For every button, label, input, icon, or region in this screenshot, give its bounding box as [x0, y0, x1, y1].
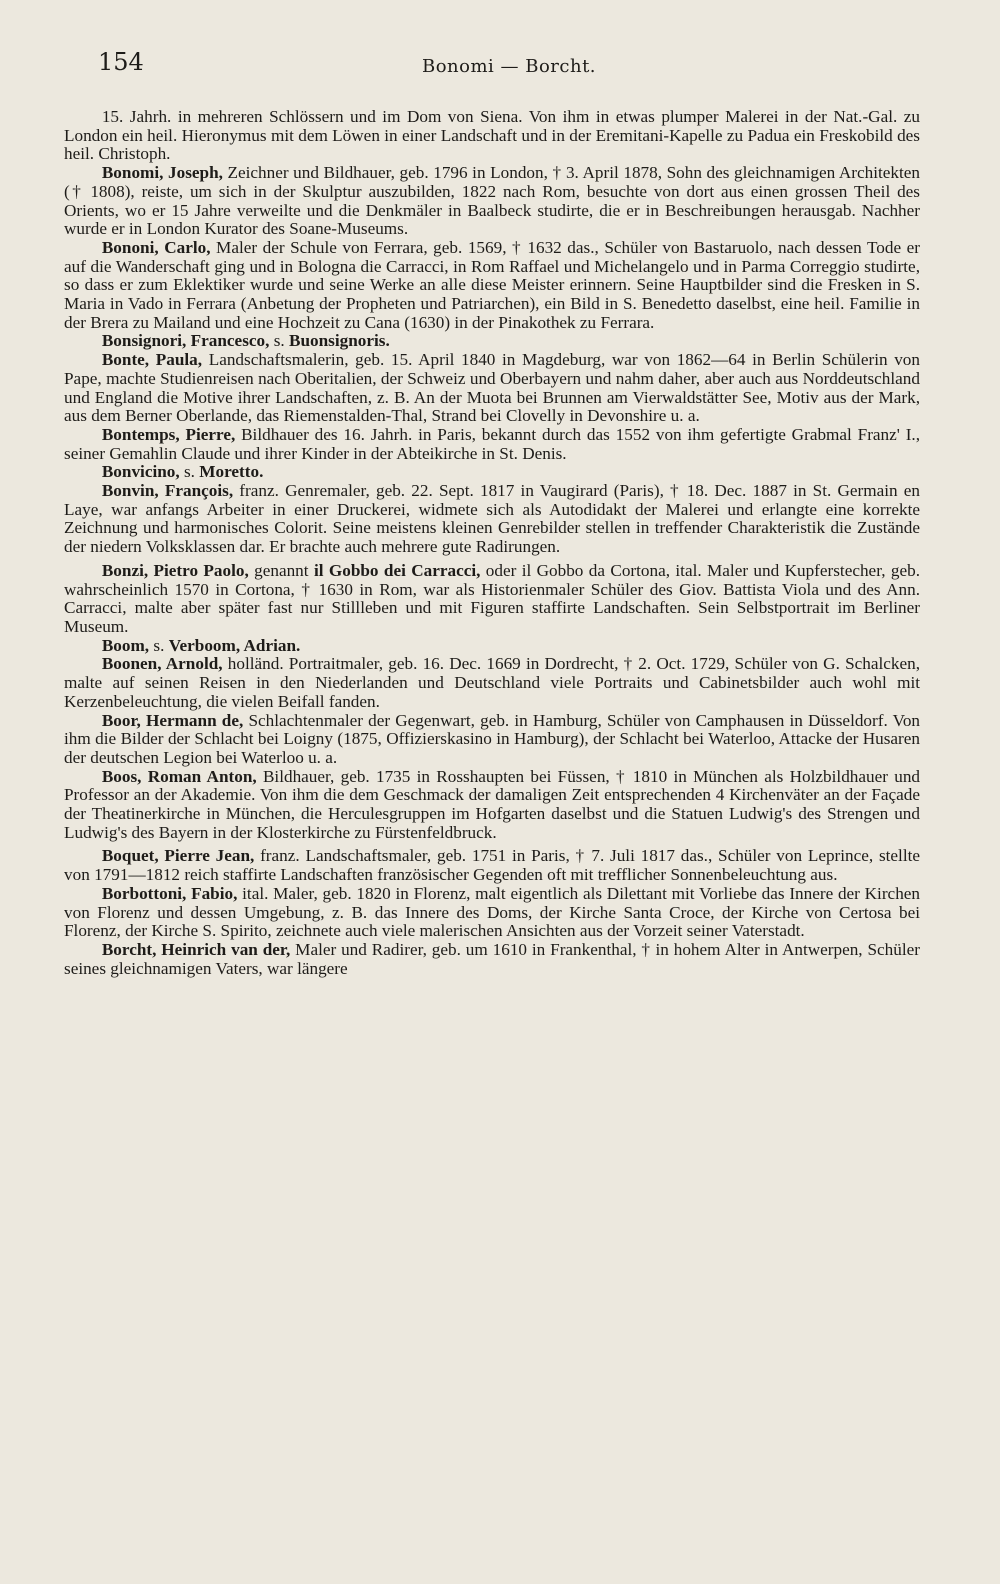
entry-bonomi — [64, 164, 920, 239]
entry-text: franz. Genremaler, geb. 22. Sept. 1817 in Vaugirard (Paris), † 18. Dec. 1887 in St. Germain en Laye, war anfangs Arbeiter in einer Druckerei, widmete sich als Autodidakt der Malerei und erlangte eine korrekte Zeichnung und harmonisches Colorit. Seine meistens kleinen Genrebilder stellen in treffender Charakteristik die Zustände der niedern Volksklassen dar. Er brachte auch mehrere gute Radirungen. — [64, 481, 921, 557]
entry-text-continued: oder il Gobbo da Cortona, ital. Maler und Kupferstecher, geb. wahrscheinlich 1570 in Cortona, † 1630 in Rom, war als Historienmaler Schüler des Giov. Battista Viola und des Ann. Carracci, malte aber später fast nur Stillleben und mit Figuren staffirte Landschaften. Sein Selbstportrait im Berliner Museum. — [64, 560, 921, 636]
entry-borbottoni — [64, 885, 920, 941]
entry-bontemps — [64, 426, 920, 463]
entry-text: Zeichner und Bildhauer, geb. 1796 in London, † 3. April 1878, Sohn des gleichnamigen Architekten († 1808), reiste, um sich in der Skulptur auszubilden, 1822 nach Rom, besuchte von dort aus einen grossen Theil des Orients, wo er 15 Jahre verweilte und die Denkmäler in Baalbeck studirte, die er in Beschreibungen herausgab. Nachher wurde er in London Kurator des Soane-Museums. — [64, 163, 920, 239]
entry-text: Schlachtenmaler der Gegenwart, geb. in Hamburg, Schüler von Camphausen in Düsseldorf. Von ihm die Bilder der Schlacht bei Loigny (1875, Offizierskasino in Hamburg), der Schlacht bei Waterloo, Attacke der Husaren der deutschen Legion bei Waterloo u. a. — [64, 710, 921, 767]
entry-name: Borbottoni, Fabio, — [101, 883, 238, 903]
entry-boquet — [64, 847, 920, 884]
entry-name: Boor, Hermann de, — [101, 710, 244, 730]
cross-reference: Buonsignoris. — [289, 331, 390, 351]
entry-text: genannt — [248, 560, 314, 580]
entry-text: s. — [149, 635, 169, 655]
entry-text: Bildhauer des 16. Jahrh. in Paris, bekannt durch das 1552 von ihm gefertigte Grabmal Franz' I., seiner Gemahlin Claude und ihrer Kinder in der Abteikirche in St. Denis. — [64, 424, 921, 463]
dictionary-body — [64, 108, 920, 978]
entry-alias: il Gobbo dei Carracci, — [313, 560, 481, 580]
entry-bonte — [64, 351, 920, 426]
entry-name: Bonsignori, Francesco, — [101, 331, 270, 351]
entry-name: Bonomi, Joseph, — [101, 163, 223, 183]
entry-text: 15. Jahrh. in mehreren Schlössern und im Dom von Siena. Von ihm in etwas plumper Malerei in der Nat.-Gal. zu London ein heil. Hieronymus mit dem Löwen in einer Landschaft und in der Eremitani-Kapelle zu Padua ein Freskobild des heil. Christoph. — [64, 107, 920, 164]
entry-text: Landschaftsmalerin, geb. 15. April 1840 in Magdeburg, war von 1862—64 in Berlin Schülerin von Pape, machte Studienreisen nach Oberitalien, der Schweiz und Oberbayern und nahm daher, aber auch aus Norddeutschland und England die Motive ihrer Landschaften, z. B. An der Muota bei Brunnen am Vierwaldstätter See, Motiv aus der Mark, aus dem Berner Oberlande, das Riemenstalden-Thal, Strand bei Clovelly in Devonshire u. a. — [64, 350, 920, 426]
entry-text: s. — [269, 331, 289, 351]
entry-bonsignori — [64, 332, 920, 351]
entry-bonvicino — [64, 463, 920, 482]
entry-bononi — [64, 239, 920, 333]
cross-reference: Verboom, Adrian. — [168, 635, 301, 655]
entry-bonzi — [64, 562, 920, 637]
entry-text: holländ. Portraitmaler, geb. 16. Dec. 1669 in Dordrecht, † 2. Oct. 1729, Schüler von G. Schalcken, malte auf seinen Reisen in den Niederlanden und Deutschland viele Portraits und Cabinetsbilder auch wohl mit Kerzenbeleuchtung, die vielen Beifall fanden. — [64, 654, 921, 711]
entry-name: Bonvicino, — [101, 462, 180, 482]
entry-name: Bononi, Carlo, — [101, 237, 211, 257]
entry-name: Boonen, Arnold, — [101, 654, 223, 674]
entry-text: Maler der Schule von Ferrara, geb. 1569, † 1632 das., Schüler von Bastaruolo, nach dessen Tode er auf die Wanderschaft ging und in Bologna die Carracci, in Rom Raffael und Michelangelo und in Parma Correggio studirte, so dass er zum Eklektiker wurde und seine Werke an alle diese Meister erinnern. Seine Hauptbilder sind die Fresken in S. Maria in Vado in Ferrara (Anbetung der Propheten und Patriarchen), ein Bild in S. Benedetto daselbst, eine heil. Familie in der Brera zu Mailand und eine Hochzeit zu Cana (1630) in der Pinakothek zu Ferrara. — [64, 237, 920, 332]
entry-name: Bonte, Paula, — [101, 350, 203, 370]
cross-reference: Moretto. — [199, 462, 264, 482]
entry-name: Boom, — [101, 635, 150, 655]
entry-boom — [64, 637, 920, 656]
entry-name: Boquet, Pierre Jean, — [101, 846, 255, 866]
entry-name: Bonvin, François, — [101, 481, 234, 501]
entry-boos — [64, 768, 920, 843]
entry-name: Bonzi, Pietro Paolo, — [101, 560, 249, 580]
entry-name: Boos, Roman Anton, — [101, 766, 257, 786]
entry-text: franz. Landschaftsmaler, geb. 1751 in Paris, † 7. Juli 1817 das., Schüler von Leprince, stellte von 1791—1812 reich staffirte Landschaften französischer Gegenden oft mit trefflicher Sonnenbeleuchtung aus. — [64, 846, 920, 885]
page-header — [98, 48, 920, 88]
entry-text: ital. Maler, geb. 1820 in Florenz, malt eigentlich als Dilettant mit Vorliebe das Innere der Kirchen von Florenz und dessen Umgebung, z. B. das Innere des Doms, der Kirche Santa Croce, der Kirche von Certosa bei Florenz, der Kirche S. Spirito, zeichnete auch viele malerischen Ansichten aus der Vorzeit seiner Vaterstadt. — [64, 883, 921, 941]
entry-text: Maler und Radirer, geb. um 1610 in Frankenthal, † in hohem Alter in Antwerpen, Schüler seines gleichnamigen Vaters, war längere — [64, 939, 920, 978]
entry-boor — [64, 712, 920, 768]
entry-name: Bontemps, Pierre, — [101, 424, 236, 444]
running-head: Bonomi — Borcht. — [421, 56, 597, 77]
entry-borcht — [64, 941, 920, 978]
entry-name: Borcht, Heinrich van der, — [101, 939, 291, 959]
entry-boonen — [64, 655, 920, 711]
entry-text: s. — [179, 462, 200, 482]
page-number: 154 — [98, 48, 144, 76]
entry-bonvin — [64, 482, 920, 557]
entry-continuation — [64, 108, 920, 164]
entry-text: Bildhauer, geb. 1735 in Rosshaupten bei Füssen, † 1810 in München als Holzbildhauer und Professor an der Akademie. Von ihm die dem Geschmack der damaligen Zeit entsprechenden 4 Kirchenväter an der Façade der Theatinerkirche in München, die Herculesgruppen im Hofgarten daselbst und die Statuen Ludwig's des Strengen und Ludwig's des Bayern in der Klosterkirche zu Fürstenfeldbruck. — [64, 766, 921, 842]
